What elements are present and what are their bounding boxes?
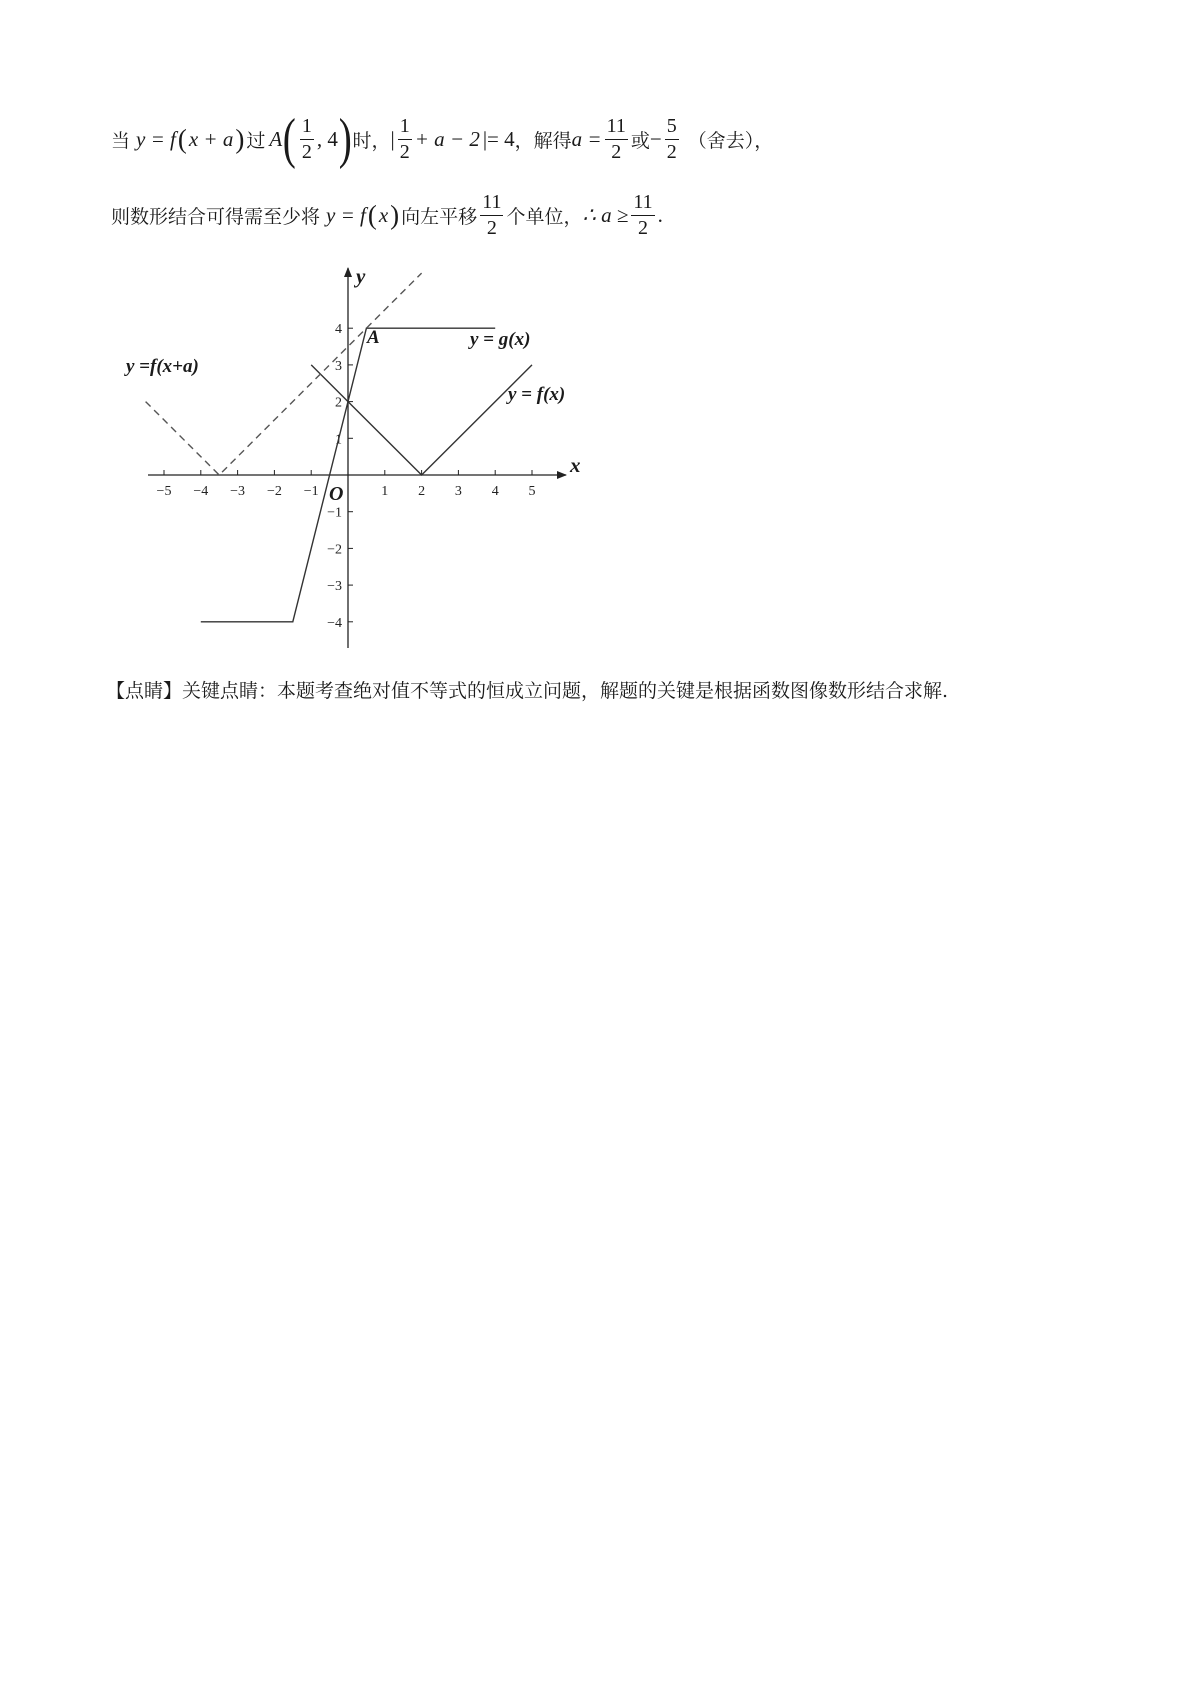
- x-tick-label: −3: [230, 484, 246, 499]
- label-f-shift: y =f(x+a): [126, 356, 199, 377]
- expr-a-eq: a =: [571, 126, 602, 151]
- text-danwei: 个单位，: [506, 206, 583, 228]
- y-tick-label: 2: [335, 395, 342, 411]
- solution-line-1: 当 y = f ( x + a ) 过 A ( $\frac{1}{2}$ , 4 ) 时， | $\frac{1}{2}$ + a − 2 |= 4 ，解得 a = $\frac{11}{2}$ 或 − $\frac{5}{2}$ （舍去），: [111, 108, 774, 170]
- y-tick-label: 3: [335, 358, 342, 374]
- text-shi: 时，: [352, 129, 391, 152]
- y-tick-label: −2: [327, 542, 342, 558]
- frac-half-2: $\frac{1}{2}$: [399, 114, 410, 163]
- function-graph: [0, 0, 1200, 700]
- expr-x-plus-a: x + a: [188, 126, 234, 151]
- text-xiangzuo: 向左平移: [401, 206, 478, 228]
- label-f: y = f(x): [508, 384, 566, 405]
- y-tick-label: −4: [327, 615, 342, 631]
- expr-y-eq-f-2: y = f: [326, 203, 366, 227]
- text-shuxing: 则数形结合可得需至少将: [111, 206, 321, 228]
- label-g: y = g(x): [470, 329, 531, 350]
- y-tick-label: −3: [327, 579, 342, 595]
- y-axis-label: y: [356, 264, 366, 288]
- y-tick-label: 4: [335, 322, 342, 338]
- x-tick-label: 1: [381, 484, 389, 499]
- x-tick-label: −1: [303, 484, 319, 499]
- frac-half-1: $\frac{1}{2}$: [301, 114, 312, 163]
- origin-label: O: [329, 483, 344, 505]
- x-tick-label: 2: [418, 484, 426, 499]
- series-line-2: [311, 365, 532, 475]
- y-tick-label: 1: [335, 432, 342, 448]
- x-tick-label: −5: [156, 484, 172, 499]
- expr-therefore: ∴ a ≥: [582, 203, 629, 227]
- note-line: [106, 676, 948, 703]
- text-jiede: ，解得: [514, 129, 572, 152]
- text-huo: 或: [630, 129, 650, 152]
- frac-eleven-halves-2: $\frac{11}{2}$: [482, 191, 502, 239]
- x-tick-label: 5: [528, 484, 536, 499]
- minus-sign: −: [649, 126, 662, 151]
- expr-plus-a-minus-2: + a − 2: [414, 126, 480, 151]
- note-text: 关键点睛：本题考查绝对值不等式的恒成立问题，解题的关键是根据函数图像数形结合求解.: [182, 680, 949, 702]
- text-guo: 过: [246, 129, 266, 152]
- text-dang: 当: [111, 129, 131, 152]
- frac-eleven-halves: $\frac{11}{2}$: [606, 114, 626, 163]
- x-tick-label: −4: [193, 484, 209, 499]
- frac-eleven-halves-3: $\frac{11}{2}$: [633, 191, 653, 239]
- abs-open: |: [390, 126, 395, 151]
- frac-five-halves: $\frac{5}{2}$: [666, 114, 677, 163]
- expr-x: x: [378, 203, 389, 227]
- y-tick-label: −1: [327, 505, 342, 521]
- note-tag: 【点睛】: [106, 680, 183, 702]
- x-tick-label: −2: [266, 484, 282, 499]
- expr-y-eq-f: y = f: [136, 126, 176, 151]
- text-sheqy: （舍去），: [687, 129, 774, 152]
- solution-line-2: 则数形结合可得需至少将 y = f ( x ) 向左平移 $\frac{11}{2}$ 个单位， ∴ a ≥ $\frac{11}{2}$ .: [111, 191, 663, 239]
- point-a-label: A: [367, 327, 380, 348]
- abs-close: |= 4: [482, 126, 515, 151]
- coord-rest: , 4: [316, 126, 338, 151]
- x-tick-label: 3: [454, 484, 462, 499]
- x-axis-label: x: [570, 453, 581, 477]
- x-tick-label: 4: [491, 484, 499, 499]
- period: .: [657, 203, 663, 227]
- point-a: A: [269, 126, 283, 151]
